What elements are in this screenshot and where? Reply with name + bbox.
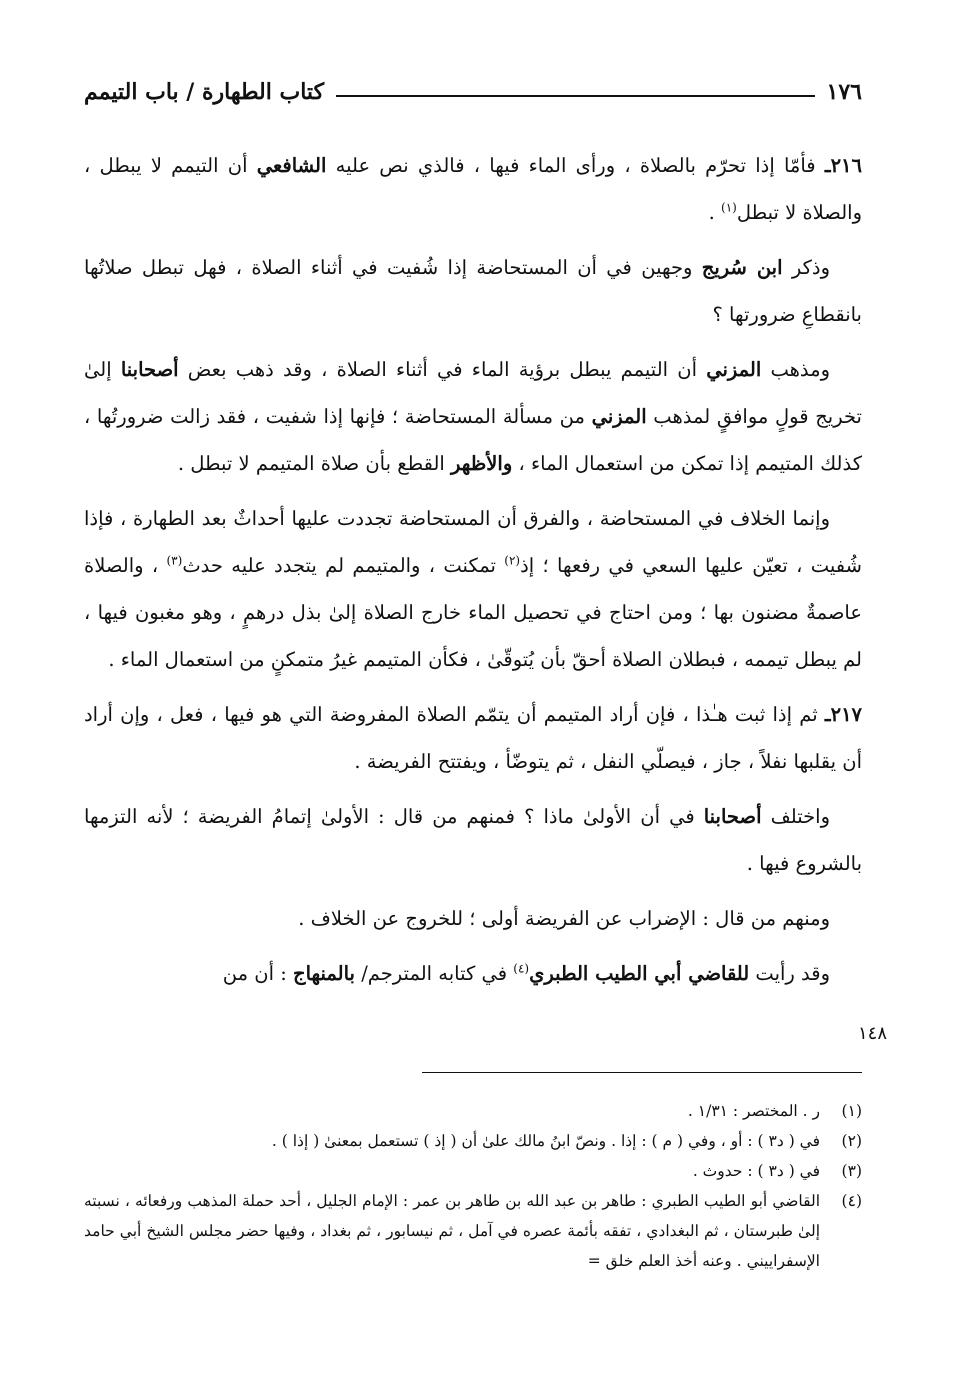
text-run: وقد رأيت: [749, 962, 830, 985]
text-run: ومنهم من قال : الإضراب عن الفريضة أولى ؛ للخروج عن الخلاف .: [298, 907, 830, 930]
name-emphasis: ابن سُريج: [701, 256, 783, 279]
name-emphasis: الشافعي: [256, 154, 327, 177]
footnote-number: (٢): [841, 1132, 862, 1150]
paragraph: [84, 793, 862, 887]
text-run: ثم إذا ثبت هـٰذا ، فإن أراد المتيمم أن يتمّم الصلاة المفروضة التي هو فيها ، فعل ، وإن أراد أن يقلبها نفلاً ، جاز ، فيصلّي النفل ، ثم يتوضّأ ، ويفتتح الفريضة .: [84, 703, 862, 773]
manuscript-page-marker: ١٤٨: [858, 1023, 888, 1044]
header-rule: [336, 95, 815, 97]
text-run: واختلف: [761, 805, 830, 828]
text-run: .: [708, 201, 722, 224]
term-emphasis: والأظهر: [451, 452, 513, 475]
footnote-text: القاضي أبو الطيب الطبري : طاهر بن عبد الله بن طاهر بن عمر : الإمام الجليل ، أحد حملة المذهب ورفعائه ، نسبته إلىٰ طبرستان ، ثم البغدادي ، تفقه بأئمة عصره في آمل ، ثم نيسابور ، ثم بغداد ، وفيها حضر مجلس الشيخ أبي حامد الإسفراييني . وعنه أخذ العلم خلق =: [84, 1192, 820, 1270]
paragraph-217: [84, 691, 862, 785]
paragraph: [84, 346, 862, 487]
paragraph-216: [84, 142, 862, 236]
text-run: القطع بأن صلاة المتيمم لا تبطل .: [177, 452, 452, 475]
name-emphasis: أصحابنا: [703, 805, 762, 828]
text-run: ، والصلاة عاصمةٌ مضنون بها ؛ ومن احتاج في تحصيل الماء خارج الصلاة إلىٰ بذل درهمٍ ، وهو مغبون فيها ، لم يبطل تيممه ، فبطلان الصلاة أحقّ بأن يُتوقّىٰ ، فكأن المتيمم غيرُ متمكنٍ من استعمال الماء .: [84, 554, 862, 671]
text-run: وإنما الخلاف في المستحاضة ، والفرق أن المستحاضة تجددت عليها أحداثٌ بعد الطهارة ، فإذا شُفيت ، تعيّن عليها السعي في رفعها ؛ إذ: [84, 507, 863, 577]
footnote-ref[interactable]: (٣): [166, 553, 183, 568]
text-run: : أن من: [222, 962, 293, 985]
footnote-text: ر . المختصر : ١/٣١ .: [687, 1102, 820, 1120]
name-emphasis: للقاضي أبي الطيب الطبري: [529, 962, 750, 985]
footnote-number: (٣): [841, 1162, 862, 1180]
paragraph: [84, 950, 862, 997]
paragraph: [84, 895, 862, 942]
footnote: [84, 1126, 862, 1156]
page-number: ١٧٦: [826, 79, 862, 105]
text-run: وذكر: [782, 256, 831, 279]
paragraph: [84, 244, 862, 338]
footnote-number: (١): [841, 1102, 862, 1120]
text-run: إلىٰ تخريج قولٍ موافقٍ لمذهب: [84, 358, 862, 428]
text-run: تمكنت ، والمتيمم لم يتجدد عليه حدث: [182, 554, 505, 577]
footnote-ref[interactable]: (١): [721, 200, 737, 215]
footnote-text: في ( د٣ ) : حدوث .: [692, 1162, 820, 1180]
text-run: من مسألة المستحاضة ؛ فإنها إذا شفيت ، فقد زالت ضرورتُها ، كذلك المتيمم إذا تمكن من استعمال الماء ،: [84, 405, 862, 475]
name-emphasis: أصحابنا: [120, 358, 179, 381]
text-run: في أن الأولىٰ ماذا ؟ فمنهم من قال : الأولىٰ إتمامُ الفريضة ؛ لأنه التزمها بالشروع فيها .: [84, 805, 862, 875]
running-header: [84, 72, 862, 112]
chapter-title: كتاب الطهارة / باب التيمم: [84, 79, 325, 105]
paragraph: [84, 495, 862, 683]
name-emphasis: المزني: [706, 358, 762, 381]
text-run: فأمّا إذا تحرّم بالصلاة ، ورأى الماء فيها ، فالذي نص عليه: [326, 154, 816, 177]
text-run: أن التيمم يبطل برؤية الماء في أثناء الصلاة ، وقد ذهب بعض: [178, 358, 707, 381]
name-emphasis: المزني: [591, 405, 647, 428]
footnote: [84, 1156, 862, 1186]
footnote-ref[interactable]: (٤): [513, 961, 530, 976]
footnote-ref[interactable]: (٢): [504, 553, 521, 568]
footnote: [84, 1186, 862, 1276]
text-run: وجهين في أن المستحاضة إذا شُفيت في أثناء الصلاة ، فهل تبطل صلاتُها بانقطاعِ ضرورتها ؟: [84, 256, 862, 326]
footnote-number: (٤): [841, 1192, 862, 1210]
text-run: ومذهب: [761, 358, 830, 381]
footnote: [84, 1096, 862, 1126]
issue-number: ٢١٧ـ: [824, 703, 863, 726]
issue-number: ٢١٦ـ: [824, 154, 862, 177]
footnotes: [84, 1096, 862, 1276]
book-title-emphasis: بالمنهاج: [293, 962, 355, 985]
main-text: [84, 142, 862, 1005]
text-run: في كتابه المترجم/: [355, 962, 514, 985]
text-run: أن التيمم لا يبطل ، والصلاة لا تبطل: [84, 154, 862, 224]
footnote-text: في ( د٣ ) : أو ، وفي ( م ) : إذا . ونصّ ابنُ مالك علىٰ أن ( إذ ) تستعمل بمعنىٰ ( إذا ) .: [271, 1132, 820, 1150]
footnote-separator: [422, 1072, 862, 1073]
